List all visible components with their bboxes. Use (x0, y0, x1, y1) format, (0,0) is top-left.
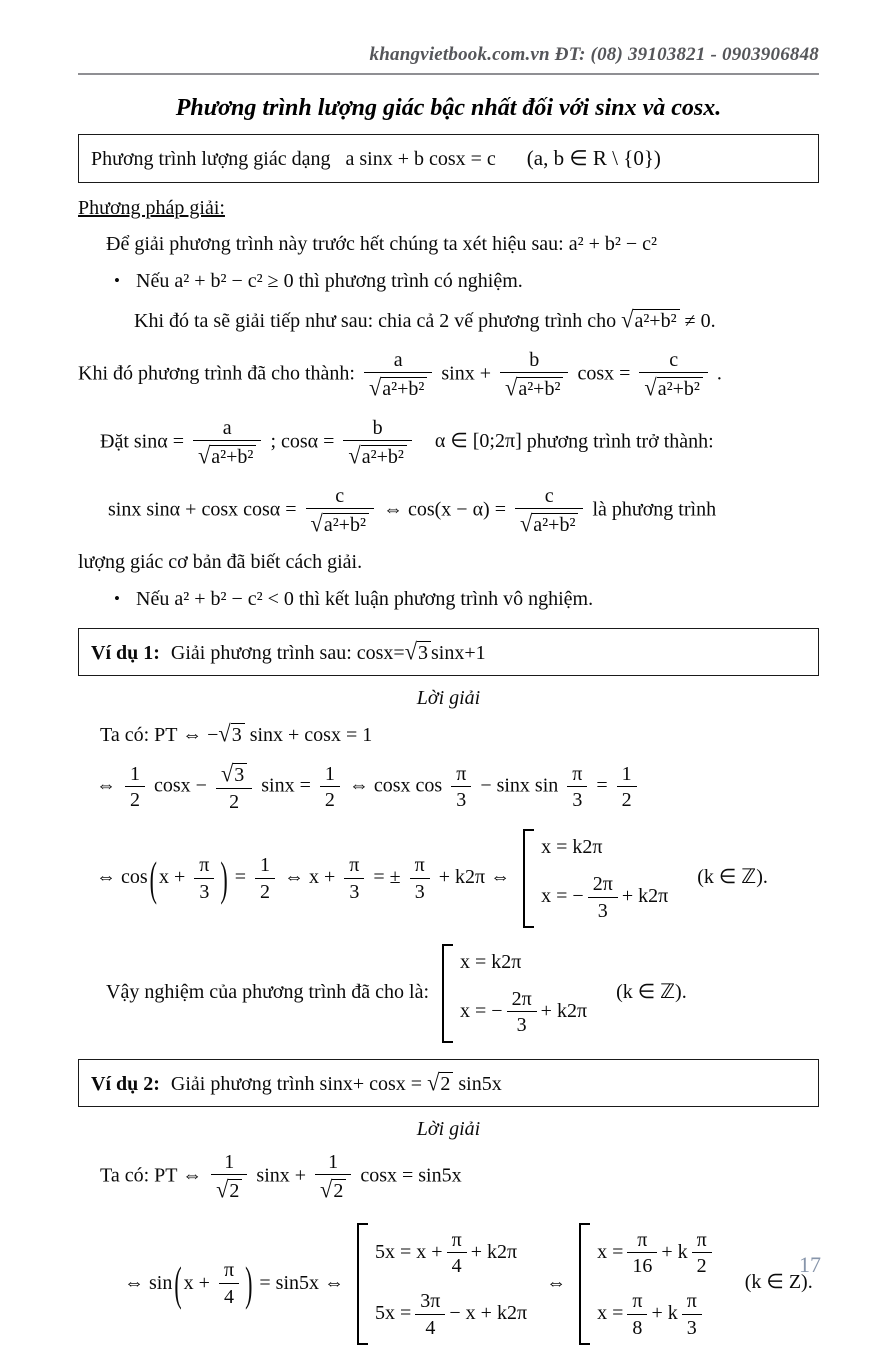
method-bullet-positive (78, 268, 819, 294)
sqrt-radical: √a²+b² (644, 378, 702, 400)
fraction: $\frac{\pi}{16}$ (627, 1229, 657, 1278)
method-basic-equation (78, 485, 819, 537)
fraction: $\frac{3\pi}{4}$ (415, 1290, 445, 1339)
e1l3-b: x + (159, 866, 186, 889)
example2-eq-pre: sinx+ cosx = (319, 1072, 423, 1095)
method-heading: Phương pháp giải: (78, 197, 225, 219)
sqrt-radical: √3 (221, 764, 247, 786)
case-neg-pre: Nếu (136, 588, 170, 611)
fraction: $\frac{2\pi}{3}$ (588, 873, 618, 922)
sqrt-radical: √a²+b² (369, 378, 427, 400)
intro-text: Để giải phương trình này trước hết chúng ta xét hiệu sau: (106, 233, 564, 255)
fraction: $\frac{1}{2}$ (255, 854, 275, 903)
page-title: Phương trình lượng giác bậc nhất đối với sinx và cosx. (175, 95, 722, 121)
definition-condition: (a, b ∈ R \ {0}) (526, 146, 661, 170)
example1-line2 (78, 761, 819, 813)
sqrt-icon: √ (320, 1176, 333, 1203)
fraction: $\frac{\pi}{8}$ (627, 1290, 647, 1339)
intro-math: a² + b² − c² (568, 233, 658, 255)
case-row: x = − $\frac{2\pi}{3}$ + k2π (541, 873, 669, 922)
fraction: $\frac{1}{2}$ (125, 763, 145, 812)
fraction: $\frac{c}{\text{√a²+b²}}$ (515, 485, 583, 537)
fraction: $\frac{\pi}{3}$ (194, 854, 214, 903)
e1l1-post: sinx + cosx = 1 (249, 724, 373, 747)
fraction: $\frac{\pi}{3}$ (567, 763, 587, 812)
solution-cases-bracket (442, 944, 593, 1043)
divide-pre: Khi đó ta sẽ giải tiếp như sau: chia cả 2 vế phương trình cho (134, 310, 617, 332)
sqrt-radical: √a²+b² (505, 378, 563, 400)
e1l2-d: ⇔ cosx cos (348, 774, 443, 797)
fraction: $\frac{√3}{2}$ (216, 761, 252, 813)
e1l2-e: − sinx sin (480, 774, 559, 797)
method-bullet-negative (78, 586, 819, 612)
e1l3-c: = (234, 866, 246, 889)
fraction: $\frac{b}{\text{√a²+b²}}$ (343, 417, 411, 469)
solution-cases-bracket (523, 829, 674, 928)
left-paren: ( (174, 1256, 182, 1311)
fraction: $\frac{\pi}{3}$ (410, 854, 430, 903)
fraction: $\frac{1}{2}$ (617, 763, 637, 812)
case-pos-math: a² + b² − c² ≥ 0 (174, 270, 294, 292)
example2-box (78, 1059, 819, 1107)
sqrt-radical: √a²+b² (520, 514, 578, 536)
example2-line2 (78, 1223, 819, 1346)
sqrt-icon: √ (505, 374, 518, 402)
e2l1-pre: Ta có: PT ⇔ (100, 1164, 203, 1187)
left-paren: ( (149, 851, 157, 905)
example1-eq-post: sinx+1 (431, 642, 486, 665)
fraction: $\frac{b}{\text{√a²+b²}}$ (500, 349, 568, 401)
example1-label: Ví dụ 1: (91, 642, 160, 665)
k-domain-note: (k ∈ Z). (744, 1271, 813, 1294)
example2-prompt: Giải phương trình (170, 1072, 315, 1095)
sqrt-radical: √a²+b² (311, 514, 369, 536)
example1-eq-pre: cosx= (356, 642, 405, 665)
case-row: 5x = $\frac{3\pi}{4}$ − x + k2π (375, 1290, 528, 1339)
sqrt-radical: √3 (405, 642, 431, 664)
fraction: $\frac{1}{√2}$ (211, 1151, 247, 1203)
page-header (78, 44, 819, 75)
e1l1-pre: Ta có: PT ⇔ − (100, 724, 219, 747)
e2l2-b: x + (183, 1271, 210, 1294)
alpha-range: α ∈ [0;2π] (434, 430, 522, 453)
sqrt-radical: √a²+b² (348, 446, 406, 468)
sqrt-radical: √a²+b² (198, 446, 256, 468)
subst-post: phương trình trở thành: (526, 430, 714, 453)
fraction: $\frac{\pi}{3}$ (451, 763, 471, 812)
solution-cases-bracket (579, 1223, 722, 1346)
sqrt-icon: √ (520, 510, 533, 537)
case-pos-post: thì phương trình có nghiệm. (298, 270, 523, 292)
solution-cases-bracket (357, 1223, 533, 1346)
expand-pre: Khi đó phương trình đã cho thành: (78, 362, 355, 385)
method-intro-line (78, 231, 819, 257)
fraction: $\frac{1}{2}$ (320, 763, 340, 812)
subst-mid: ; cosα = (270, 430, 335, 453)
e2l2-c: = sin5x ⇔ (259, 1271, 345, 1294)
sqrt-radical: √a²+b² (621, 310, 679, 332)
sin-term: sinx + (441, 362, 492, 385)
definition-label: Phương trình lượng giác dạng (91, 148, 331, 170)
sqrt-radical: √3 (218, 724, 244, 746)
example1-solution-heading: Lời giải (416, 687, 481, 710)
example1-box (78, 628, 819, 676)
bullet-icon: • (114, 589, 120, 609)
sqrt-icon: √ (197, 442, 211, 469)
right-paren: ) (220, 851, 228, 905)
case-row: x = − $\frac{2\pi}{3}$ + k2π (460, 988, 588, 1037)
example2-solution-heading: Lời giải (416, 1117, 481, 1140)
period: . (716, 362, 722, 385)
sqrt-icon: √ (218, 720, 231, 747)
k-domain-note: (k ∈ ℤ). (616, 981, 687, 1004)
example2-line1 (78, 1151, 819, 1203)
sqrt-icon: √ (310, 510, 323, 537)
fraction: $\frac{1}{√2}$ (315, 1151, 351, 1203)
e1l2-f: = (596, 774, 608, 797)
definition-box (78, 134, 819, 183)
subst-pre: Đặt sinα = (100, 430, 184, 453)
sqrt-radical: √2 (216, 1180, 242, 1202)
e1l2-a: ⇔ (96, 774, 116, 797)
e1l2-b: cosx − (154, 774, 207, 797)
e1l3-d: ⇔ x + (284, 866, 336, 889)
fraction: $\frac{c}{\text{√a²+b²}}$ (306, 485, 374, 537)
e1l4-pre: Vậy nghiệm của phương trình đã cho là: (106, 981, 429, 1004)
example1-line3 (78, 829, 819, 928)
definition-equation: a sinx + b cosx = c (345, 148, 496, 170)
case-row: x = k2π (460, 951, 522, 974)
case-neg-math: a² + b² − c² < 0 (174, 588, 294, 611)
case-row: x = k2π (541, 836, 603, 859)
fraction: $\frac{2\pi}{3}$ (507, 988, 537, 1037)
sqrt-icon: √ (404, 638, 417, 665)
header-contact: khangvietbook.com.vn ĐT: (08) 39103821 - 0903906848 (369, 44, 819, 65)
sqrt-icon: √ (621, 306, 634, 333)
case-pos-pre: Nếu (136, 270, 170, 292)
sqrt-icon: √ (216, 1176, 229, 1203)
basic-mid: ⇔ cos(x − α) = (382, 498, 506, 521)
example1-prompt: Giải phương trình sau: (170, 642, 352, 665)
fraction: $\frac{\pi}{2}$ (692, 1229, 712, 1278)
sqrt-icon: √ (644, 374, 657, 402)
case-row: 5x = x + $\frac{\pi}{4}$ + k2π (375, 1228, 518, 1277)
e1l3-e: = ± (373, 866, 401, 889)
sqrt-icon: √ (220, 760, 234, 788)
fraction: $\frac{\pi}{3}$ (682, 1290, 702, 1339)
method-substitution-line (78, 417, 819, 469)
e2l1-mid: sinx + (256, 1164, 307, 1187)
case-neg-post: thì kết luận phương trình vô nghiệm. (298, 588, 594, 611)
e1l2-c: sinx = (261, 774, 311, 797)
e1l3-f: + k2π ⇔ (438, 866, 511, 889)
case-row: x = $\frac{\pi}{8}$ + k $\frac{\pi}{3}$ (597, 1290, 716, 1339)
fraction: $\frac{a}{\text{√a²+b²}}$ (364, 349, 432, 401)
fraction: $\frac{\pi}{3}$ (344, 854, 364, 903)
method-divide-line (78, 307, 819, 333)
basic-pre: sinx sinα + cosx cosα = (108, 498, 297, 521)
basic-post: là phương trình (592, 498, 717, 521)
case-row: x = $\frac{\pi}{16}$ + k $\frac{\pi}{2}$ (597, 1229, 716, 1278)
e2l2-a: ⇔ sin (124, 1271, 173, 1294)
fraction: $\frac{\pi}{4}$ (447, 1229, 467, 1278)
method-basic-continued: lượng giác cơ bản đã biết cách giải. (78, 551, 363, 574)
fraction: $\frac{\pi}{4}$ (219, 1259, 239, 1308)
sqrt-radical: √2 (427, 1073, 453, 1095)
example1-line1 (78, 719, 819, 748)
bullet-icon: • (114, 271, 120, 290)
e2l2-d: ⇔ (546, 1271, 567, 1294)
example2-label: Ví dụ 2: (91, 1072, 160, 1095)
e1l3-a: ⇔ cos (96, 866, 148, 889)
e2l1-post: cosx = sin5x (360, 1164, 462, 1187)
example1-conclusion (78, 944, 819, 1043)
sqrt-icon: √ (368, 374, 382, 402)
right-paren: ) (245, 1256, 253, 1311)
fraction: $\frac{c}{\text{√a²+b²}}$ (639, 349, 707, 401)
fraction: $\frac{a}{\text{√a²+b²}}$ (193, 417, 261, 469)
cos-term: cosx = (577, 362, 631, 385)
sqrt-radical: √2 (320, 1180, 346, 1202)
sqrt-icon: √ (348, 442, 361, 469)
example2-eq-post: sin5x (458, 1072, 502, 1095)
k-domain-note: (k ∈ ℤ). (697, 866, 768, 889)
sqrt-icon: √ (427, 1069, 440, 1096)
divide-post: ≠ 0. (684, 310, 716, 332)
page-number: 17 (799, 1252, 821, 1277)
method-expanded-equation (78, 349, 819, 401)
